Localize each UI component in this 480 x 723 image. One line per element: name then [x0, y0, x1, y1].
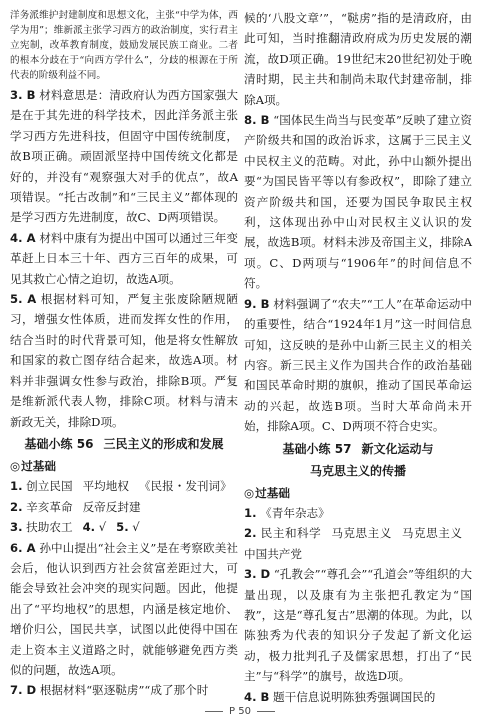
answer-part: 反帝反封建 — [82, 499, 141, 514]
answer-3 — [244, 564, 472, 686]
answer-8 — [244, 110, 472, 294]
fill-answer-1 — [244, 503, 472, 523]
answer-text: “孔教会”“尊孔会”“孔道会”等组织的大量出现，以及康有为主张把孔教定为“国教”，这是“尊孔复古”思潮的体现。为此，以陈独秀为代表的知识分子发起了新文化运动，极力批判孔子及儒家思想，打出了“民主”与“科学”的旗号，故选D项。 — [244, 567, 472, 684]
answer-number: 5. — [116, 520, 129, 535]
answer-text: 材料强调了“农夫”“工人”在革命运动中的重要性，结合“1924年1月”这一时间信息可知，这反映的是孙中山新三民主义的相关内容。新三民主义作为国共合作的政治基础和国民革命时期的旗帜，推动了国民革命运动的兴起，故选B项。当时大革命尚未开始，排除A项。C、D两项不符合史实。 — [244, 296, 472, 434]
answer-number: 2. — [10, 499, 23, 514]
fill-answer-1 — [10, 476, 238, 496]
answer-number: 4. — [82, 520, 96, 535]
answer-7 — [10, 680, 238, 700]
answer-number: 5. A — [10, 292, 37, 307]
circle-bullet-icon: ◎ — [244, 485, 255, 500]
answer-part: 马克思主义 — [331, 526, 392, 541]
subsection-text: 过基础 — [255, 485, 290, 500]
answer-number: 2. — [244, 526, 257, 541]
answer-number: 1. — [10, 479, 23, 494]
answer-text: 根据材料可知，严复主张废除陋规陋习，增强女性体质，进而发挥女性的作用，结合当时的时代背景可知，他是将女性解放和国家的救亡图存结合起来，故选A项。材料并非强调女性参与政治，排除B项。严复是维新派代表人物，排除C项。材料与清末新政无关，排除D项。 — [10, 292, 238, 429]
circle-bullet-icon: ◎ — [10, 458, 21, 473]
footer-rule-right — [257, 711, 275, 712]
answer-part: 创立民国 — [26, 479, 73, 494]
section-heading-56 — [10, 433, 238, 455]
page-footer — [0, 706, 480, 717]
answer-7-continued: 候的‘八股文章’”，“鞑虏”指的是清政府，由此可知，当时推翻清政府成为历史发展的潮流，故D项正确。19世纪末20世纪初处于晚清时期，民主共和制尚未取代封建帝制，排除A项。 — [244, 11, 472, 107]
section-heading-57 — [244, 438, 472, 482]
answer-part: 《民报・发刊词》 — [138, 479, 232, 494]
answer-number: 4. B — [244, 689, 270, 704]
answer-part: 马克思主义 — [401, 526, 462, 541]
section-number: 基础小练 57 — [282, 441, 352, 456]
subsection-label — [10, 456, 238, 476]
fill-answer-2 — [244, 523, 472, 564]
answer-text: 材料意思是：清政府认为西方国家强大是在于其先进的科学技术，因此洋务派主张学习西方先进科技，但固守中国传统制度，故B项正确。顽固派坚持中国传统文化都是好的，并没有“观察强大对手的优点”，故A项错误。“托古改制”和“三民主义”都体现的是学习西方先进制度，故C、D两项错误。 — [10, 88, 238, 225]
answer-part: 平均地权 — [82, 479, 129, 494]
check-mark-icon: √ — [132, 520, 140, 535]
answer-3 — [10, 85, 238, 228]
answer-5 — [10, 289, 238, 432]
answer-number: 4. A — [10, 230, 36, 245]
answer-number: 7. D — [10, 683, 37, 698]
section-number: 基础小练 56 — [24, 436, 94, 451]
answer-part: 扶助农工 — [26, 520, 73, 535]
fill-answer-2 — [10, 497, 238, 517]
answer-number: 1. — [244, 505, 257, 520]
answer-number: 3. D — [244, 567, 271, 582]
answer-9 — [244, 294, 472, 437]
answer-part: 《青年杂志》 — [260, 505, 330, 520]
check-mark-icon: √ — [98, 520, 107, 535]
answer-number: 6. A — [10, 540, 36, 555]
subsection-text: 过基础 — [21, 458, 56, 473]
answer-6 — [10, 538, 238, 681]
answer-number: 3. — [10, 520, 23, 535]
fill-answer-3-5 — [10, 517, 238, 537]
left-column — [10, 8, 238, 701]
answer-number: 8. B — [244, 113, 270, 128]
right-column — [244, 8, 472, 707]
footer-rule-left — [205, 711, 223, 712]
answer-text: “国体民生尚当与民变革”反映了建立资产阶级共和国的政治诉求，这属于三民主义中民权主义的范畴。对此，孙中山额外提出要“为国民皆平等以有参政权”，即除了建立资产阶级共和国，还要为国民争取民主权利，这体现出孙中山对民权主义认识的发展，故选B项。材料未涉及帝国主义，排除A项。C、D两项与“1906年”的时间信息不符。 — [244, 113, 473, 291]
answer-text: 根据材料“驱逐鞑虏”“成了那个时 — [39, 683, 209, 698]
answer-part: 民主和科学 — [260, 526, 322, 541]
answer-text: 材料中康有为提出中国可以通过三年变革赶上日本三十年、西方三百年的成果，可见其救亡心情之迫切，故选A项。 — [10, 230, 238, 286]
section-title-line2: 马克思主义的传播 — [309, 463, 406, 478]
page-number: P 50 — [229, 706, 251, 717]
answer-part: 辛亥革命 — [26, 499, 73, 514]
intro-paragraph: 洋务派维护封建制度和思想文化，主张“中学为体，西学为用”；维新派主张学习西方的政治制度，实行君主立宪制，改革教育制度，鼓励发展民族工商业。二者的根本分歧在于“向西方学什么”，分歧的根源在于所代表的阶级利益不同。 — [10, 10, 238, 81]
answer-4 — [244, 687, 472, 707]
section-title: 三民主义的形成和发展 — [103, 436, 224, 451]
section-title: 新文化运动与 — [361, 441, 434, 456]
answer-number: 3. B — [10, 88, 36, 102]
subsection-label — [244, 483, 472, 503]
answer-part: 中国共产党 — [244, 546, 302, 561]
answer-text: 题干信息说明陈独秀强调国民的 — [273, 689, 436, 704]
answer-text: 孙中山提出“社会主义”是在考察欧美社会后，他认识到西方社会贫富差距过大，可能会导致社会冲突的现实问题。因此，他提出了“平均地权”的思想，内涵是核定地价、增价归公，国民共享，试图以此使得中国在走上资本主义道路之时，就能够避免西方类似的问题，故选A项。 — [10, 540, 238, 677]
answer-number: 9. B — [244, 296, 270, 311]
answer-4 — [10, 228, 238, 289]
